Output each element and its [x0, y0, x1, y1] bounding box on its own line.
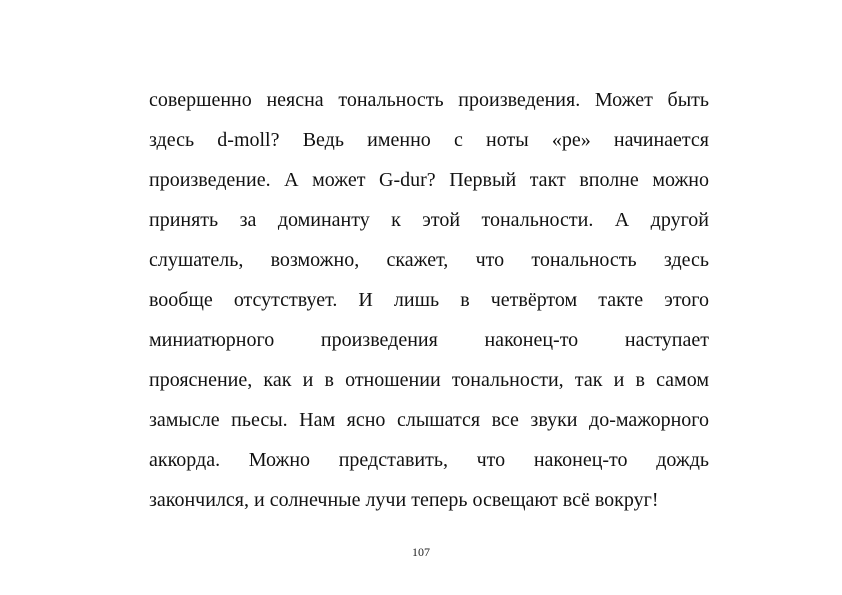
text-line-7: миниатюрного произведения наконец-то наступает	[149, 329, 709, 351]
text-line-11: закончился, и солнечные лучи теперь освещают всё вокруг!	[149, 489, 659, 511]
text-line-5: слушатель, возможно, скажет, что тональность здесь	[149, 249, 709, 271]
text-line-8: прояснение, как и в отношении тональности, так и в самом	[149, 369, 709, 391]
text-line-10: аккорда. Можно представить, что наконец-то дождь	[149, 449, 709, 471]
text-line-2: здесь d-moll? Ведь именно с ноты «ре» начинается	[149, 129, 709, 151]
text-line-6: вообще отсутствует. И лишь в четвёртом такте этого	[149, 289, 709, 311]
page-number: 107	[412, 545, 430, 559]
text-line-3: произведение. А может G-dur? Первый такт вполне можно	[149, 169, 709, 191]
body-paragraph	[149, 80, 709, 520]
text-line-4: принять за доминанту к этой тональности. А другой	[149, 209, 709, 231]
text-line-1: совершенно неясна тональность произведения. Может быть	[149, 89, 709, 111]
text-line-9: замысле пьесы. Нам ясно слышатся все звуки до-мажорного	[149, 409, 709, 431]
